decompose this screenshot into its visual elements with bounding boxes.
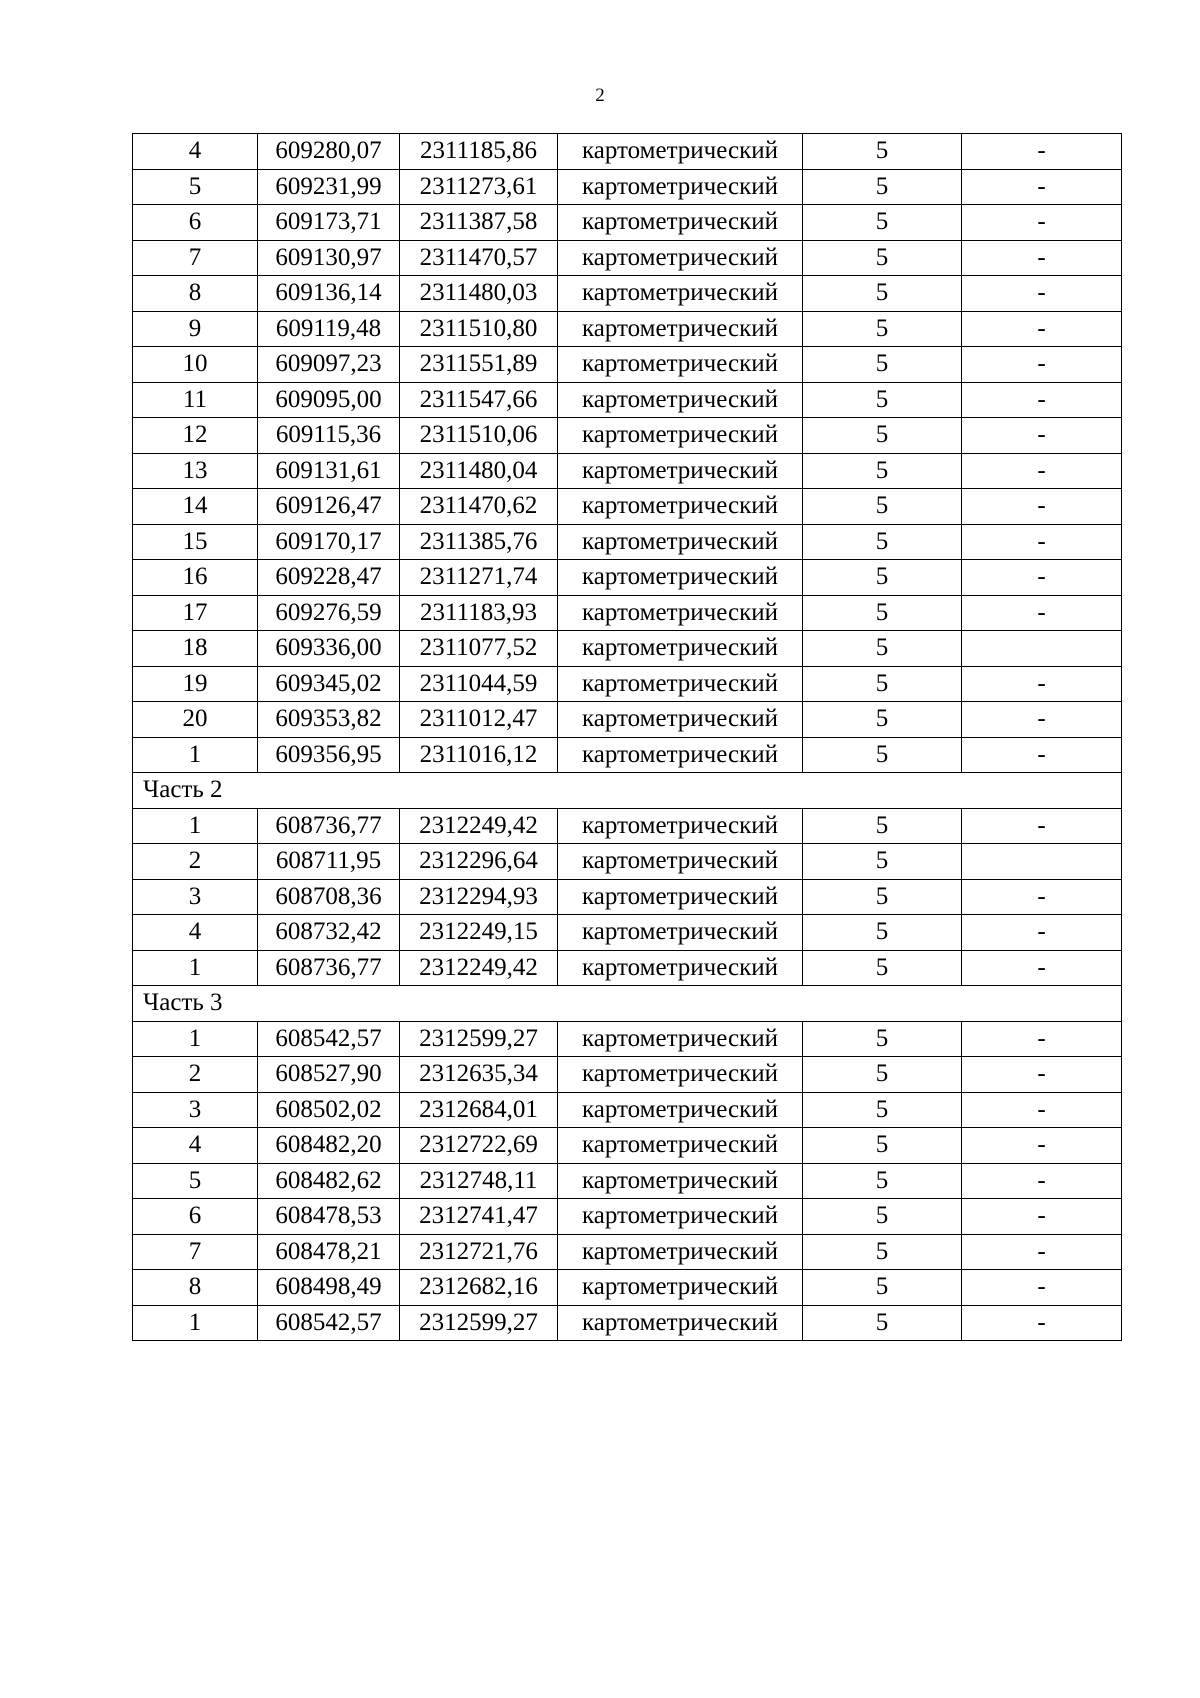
- point-number-cell: 1: [133, 808, 258, 844]
- y-coordinate-cell: 2311044,59: [400, 666, 558, 702]
- table-row: [133, 134, 1122, 170]
- y-coordinate-cell: 2312296,64: [400, 844, 558, 880]
- x-coordinate-cell: 609276,59: [258, 595, 400, 631]
- description-cell: [962, 844, 1122, 880]
- description-cell: -: [962, 950, 1122, 986]
- x-coordinate-cell: 608478,53: [258, 1199, 400, 1235]
- method-cell: картометрический: [558, 1128, 803, 1164]
- point-number-cell: 13: [133, 453, 258, 489]
- method-cell: картометрический: [558, 1163, 803, 1199]
- accuracy-cell: 5: [803, 844, 962, 880]
- point-number-cell: 4: [133, 1128, 258, 1164]
- point-number-cell: 5: [133, 169, 258, 205]
- x-coordinate-cell: 608482,62: [258, 1163, 400, 1199]
- method-cell: картометрический: [558, 631, 803, 667]
- accuracy-cell: 5: [803, 1199, 962, 1235]
- point-number-cell: 14: [133, 489, 258, 525]
- point-number-cell: 2: [133, 844, 258, 880]
- table-row: [133, 1234, 1122, 1270]
- method-cell: картометрический: [558, 453, 803, 489]
- method-cell: картометрический: [558, 489, 803, 525]
- x-coordinate-cell: 608527,90: [258, 1057, 400, 1093]
- description-cell: -: [962, 702, 1122, 738]
- description-cell: -: [962, 595, 1122, 631]
- point-number-cell: 15: [133, 524, 258, 560]
- point-number-cell: 12: [133, 418, 258, 454]
- point-number-cell: 4: [133, 915, 258, 951]
- accuracy-cell: 5: [803, 1092, 962, 1128]
- table-row: [133, 1199, 1122, 1235]
- x-coordinate-cell: 608736,77: [258, 808, 400, 844]
- x-coordinate-cell: 609115,36: [258, 418, 400, 454]
- y-coordinate-cell: 2312682,16: [400, 1270, 558, 1306]
- description-cell: -: [962, 1270, 1122, 1306]
- y-coordinate-cell: 2311183,93: [400, 595, 558, 631]
- accuracy-cell: 5: [803, 418, 962, 454]
- y-coordinate-cell: 2311077,52: [400, 631, 558, 667]
- accuracy-cell: 5: [803, 666, 962, 702]
- table-row: [133, 169, 1122, 205]
- description-cell: -: [962, 1199, 1122, 1235]
- point-number-cell: 6: [133, 205, 258, 241]
- accuracy-cell: 5: [803, 1305, 962, 1341]
- method-cell: картометрический: [558, 1021, 803, 1057]
- x-coordinate-cell: 609131,61: [258, 453, 400, 489]
- description-cell: -: [962, 1163, 1122, 1199]
- table-row: [133, 489, 1122, 525]
- accuracy-cell: 5: [803, 1128, 962, 1164]
- x-coordinate-cell: 608542,57: [258, 1021, 400, 1057]
- accuracy-cell: 5: [803, 1270, 962, 1306]
- point-number-cell: 10: [133, 347, 258, 383]
- method-cell: картометрический: [558, 205, 803, 241]
- section-row: [133, 986, 1122, 1022]
- point-number-cell: 1: [133, 1021, 258, 1057]
- x-coordinate-cell: 608708,36: [258, 879, 400, 915]
- accuracy-cell: 5: [803, 879, 962, 915]
- method-cell: картометрический: [558, 169, 803, 205]
- y-coordinate-cell: 2312722,69: [400, 1128, 558, 1164]
- description-cell: -: [962, 879, 1122, 915]
- x-coordinate-cell: 609170,17: [258, 524, 400, 560]
- accuracy-cell: 5: [803, 595, 962, 631]
- y-coordinate-cell: 2312249,42: [400, 950, 558, 986]
- method-cell: картометрический: [558, 382, 803, 418]
- x-coordinate-cell: 609119,48: [258, 311, 400, 347]
- table-row: [133, 737, 1122, 773]
- method-cell: картометрический: [558, 737, 803, 773]
- x-coordinate-cell: 608711,95: [258, 844, 400, 880]
- accuracy-cell: 5: [803, 276, 962, 312]
- accuracy-cell: 5: [803, 1057, 962, 1093]
- accuracy-cell: 5: [803, 311, 962, 347]
- method-cell: картометрический: [558, 950, 803, 986]
- table-row: [133, 844, 1122, 880]
- x-coordinate-cell: 609136,14: [258, 276, 400, 312]
- description-cell: -: [962, 1021, 1122, 1057]
- accuracy-cell: 5: [803, 489, 962, 525]
- page-number: 2: [595, 85, 605, 106]
- x-coordinate-cell: 609345,02: [258, 666, 400, 702]
- point-number-cell: 16: [133, 560, 258, 596]
- point-number-cell: 17: [133, 595, 258, 631]
- accuracy-cell: 5: [803, 134, 962, 170]
- table-row: [133, 1021, 1122, 1057]
- y-coordinate-cell: 2312599,27: [400, 1021, 558, 1057]
- table-row: [133, 666, 1122, 702]
- accuracy-cell: 5: [803, 950, 962, 986]
- method-cell: картометрический: [558, 524, 803, 560]
- y-coordinate-cell: 2312249,42: [400, 808, 558, 844]
- point-number-cell: 7: [133, 240, 258, 276]
- y-coordinate-cell: 2311012,47: [400, 702, 558, 738]
- y-coordinate-cell: 2312249,15: [400, 915, 558, 951]
- point-number-cell: 9: [133, 311, 258, 347]
- y-coordinate-cell: 2311480,04: [400, 453, 558, 489]
- y-coordinate-cell: 2311480,03: [400, 276, 558, 312]
- method-cell: картометрический: [558, 1092, 803, 1128]
- description-cell: -: [962, 169, 1122, 205]
- table-row: [133, 1057, 1122, 1093]
- method-cell: картометрический: [558, 311, 803, 347]
- point-number-cell: 1: [133, 950, 258, 986]
- table-row: [133, 347, 1122, 383]
- description-cell: -: [962, 1057, 1122, 1093]
- x-coordinate-cell: 609130,97: [258, 240, 400, 276]
- table-row: [133, 1163, 1122, 1199]
- description-cell: [962, 631, 1122, 667]
- method-cell: картометрический: [558, 595, 803, 631]
- x-coordinate-cell: 608736,77: [258, 950, 400, 986]
- y-coordinate-cell: 2311551,89: [400, 347, 558, 383]
- description-cell: -: [962, 666, 1122, 702]
- x-coordinate-cell: 609097,23: [258, 347, 400, 383]
- y-coordinate-cell: 2311273,61: [400, 169, 558, 205]
- point-number-cell: 1: [133, 1305, 258, 1341]
- accuracy-cell: 5: [803, 240, 962, 276]
- description-cell: -: [962, 311, 1122, 347]
- accuracy-cell: 5: [803, 524, 962, 560]
- description-cell: -: [962, 808, 1122, 844]
- point-number-cell: 11: [133, 382, 258, 418]
- description-cell: -: [962, 205, 1122, 241]
- description-cell: -: [962, 453, 1122, 489]
- y-coordinate-cell: 2311547,66: [400, 382, 558, 418]
- section-label: Часть 2: [133, 773, 1122, 809]
- accuracy-cell: 5: [803, 737, 962, 773]
- accuracy-cell: 5: [803, 453, 962, 489]
- coordinates-table-body: [133, 134, 1122, 1341]
- description-cell: -: [962, 737, 1122, 773]
- description-cell: -: [962, 1128, 1122, 1164]
- x-coordinate-cell: 608482,20: [258, 1128, 400, 1164]
- accuracy-cell: 5: [803, 382, 962, 418]
- y-coordinate-cell: 2311510,06: [400, 418, 558, 454]
- point-number-cell: 8: [133, 276, 258, 312]
- table-row: [133, 311, 1122, 347]
- point-number-cell: 5: [133, 1163, 258, 1199]
- point-number-cell: 1: [133, 737, 258, 773]
- x-coordinate-cell: 609356,95: [258, 737, 400, 773]
- y-coordinate-cell: 2312741,47: [400, 1199, 558, 1235]
- x-coordinate-cell: 609126,47: [258, 489, 400, 525]
- table-row: [133, 915, 1122, 951]
- method-cell: картометрический: [558, 1234, 803, 1270]
- x-coordinate-cell: 608732,42: [258, 915, 400, 951]
- coordinates-table: [132, 133, 1122, 1341]
- method-cell: картометрический: [558, 560, 803, 596]
- y-coordinate-cell: 2311385,76: [400, 524, 558, 560]
- method-cell: картометрический: [558, 666, 803, 702]
- description-cell: -: [962, 418, 1122, 454]
- method-cell: картометрический: [558, 240, 803, 276]
- description-cell: -: [962, 1234, 1122, 1270]
- point-number-cell: 8: [133, 1270, 258, 1306]
- description-cell: -: [962, 524, 1122, 560]
- table-row: [133, 879, 1122, 915]
- y-coordinate-cell: 2312721,76: [400, 1234, 558, 1270]
- description-cell: -: [962, 1305, 1122, 1341]
- table-row: [133, 560, 1122, 596]
- y-coordinate-cell: 2312684,01: [400, 1092, 558, 1128]
- description-cell: -: [962, 134, 1122, 170]
- description-cell: -: [962, 276, 1122, 312]
- x-coordinate-cell: 609336,00: [258, 631, 400, 667]
- y-coordinate-cell: 2311387,58: [400, 205, 558, 241]
- table-row: [133, 382, 1122, 418]
- x-coordinate-cell: 609173,71: [258, 205, 400, 241]
- accuracy-cell: 5: [803, 808, 962, 844]
- table-row: [133, 1270, 1122, 1306]
- section-label: Часть 3: [133, 986, 1122, 1022]
- method-cell: картометрический: [558, 1270, 803, 1306]
- table-row: [133, 1305, 1122, 1341]
- point-number-cell: 2: [133, 1057, 258, 1093]
- point-number-cell: 4: [133, 134, 258, 170]
- table-row: [133, 1092, 1122, 1128]
- y-coordinate-cell: 2311510,80: [400, 311, 558, 347]
- y-coordinate-cell: 2311470,62: [400, 489, 558, 525]
- point-number-cell: 20: [133, 702, 258, 738]
- y-coordinate-cell: 2312599,27: [400, 1305, 558, 1341]
- y-coordinate-cell: 2311016,12: [400, 737, 558, 773]
- table-row: [133, 631, 1122, 667]
- table-row: [133, 205, 1122, 241]
- accuracy-cell: 5: [803, 347, 962, 383]
- table-row: [133, 524, 1122, 560]
- accuracy-cell: 5: [803, 560, 962, 596]
- description-cell: -: [962, 347, 1122, 383]
- method-cell: картометрический: [558, 844, 803, 880]
- accuracy-cell: 5: [803, 1021, 962, 1057]
- table-row: [133, 240, 1122, 276]
- method-cell: картометрический: [558, 702, 803, 738]
- point-number-cell: 3: [133, 879, 258, 915]
- accuracy-cell: 5: [803, 631, 962, 667]
- accuracy-cell: 5: [803, 205, 962, 241]
- table-row: [133, 276, 1122, 312]
- accuracy-cell: 5: [803, 1234, 962, 1270]
- x-coordinate-cell: 608478,21: [258, 1234, 400, 1270]
- y-coordinate-cell: 2311271,74: [400, 560, 558, 596]
- method-cell: картометрический: [558, 1305, 803, 1341]
- section-row: [133, 773, 1122, 809]
- description-cell: -: [962, 915, 1122, 951]
- accuracy-cell: 5: [803, 915, 962, 951]
- x-coordinate-cell: 609280,07: [258, 134, 400, 170]
- method-cell: картометрический: [558, 915, 803, 951]
- method-cell: картометрический: [558, 879, 803, 915]
- point-number-cell: 3: [133, 1092, 258, 1128]
- accuracy-cell: 5: [803, 1163, 962, 1199]
- table-row: [133, 453, 1122, 489]
- y-coordinate-cell: 2312748,11: [400, 1163, 558, 1199]
- x-coordinate-cell: 609231,99: [258, 169, 400, 205]
- method-cell: картометрический: [558, 1057, 803, 1093]
- x-coordinate-cell: 609095,00: [258, 382, 400, 418]
- x-coordinate-cell: 609228,47: [258, 560, 400, 596]
- y-coordinate-cell: 2311470,57: [400, 240, 558, 276]
- method-cell: картометрический: [558, 1199, 803, 1235]
- method-cell: картометрический: [558, 808, 803, 844]
- method-cell: картометрический: [558, 418, 803, 454]
- description-cell: -: [962, 489, 1122, 525]
- method-cell: картометрический: [558, 347, 803, 383]
- point-number-cell: 7: [133, 1234, 258, 1270]
- x-coordinate-cell: 608502,02: [258, 1092, 400, 1128]
- description-cell: -: [962, 240, 1122, 276]
- point-number-cell: 18: [133, 631, 258, 667]
- table-row: [133, 702, 1122, 738]
- point-number-cell: 19: [133, 666, 258, 702]
- accuracy-cell: 5: [803, 169, 962, 205]
- table-row: [133, 950, 1122, 986]
- y-coordinate-cell: 2312635,34: [400, 1057, 558, 1093]
- y-coordinate-cell: 2312294,93: [400, 879, 558, 915]
- point-number-cell: 6: [133, 1199, 258, 1235]
- description-cell: -: [962, 382, 1122, 418]
- accuracy-cell: 5: [803, 702, 962, 738]
- method-cell: картометрический: [558, 134, 803, 170]
- table-row: [133, 1128, 1122, 1164]
- description-cell: -: [962, 560, 1122, 596]
- x-coordinate-cell: 608542,57: [258, 1305, 400, 1341]
- table-row: [133, 595, 1122, 631]
- y-coordinate-cell: 2311185,86: [400, 134, 558, 170]
- x-coordinate-cell: 608498,49: [258, 1270, 400, 1306]
- method-cell: картометрический: [558, 276, 803, 312]
- table-row: [133, 418, 1122, 454]
- table-row: [133, 808, 1122, 844]
- description-cell: -: [962, 1092, 1122, 1128]
- x-coordinate-cell: 609353,82: [258, 702, 400, 738]
